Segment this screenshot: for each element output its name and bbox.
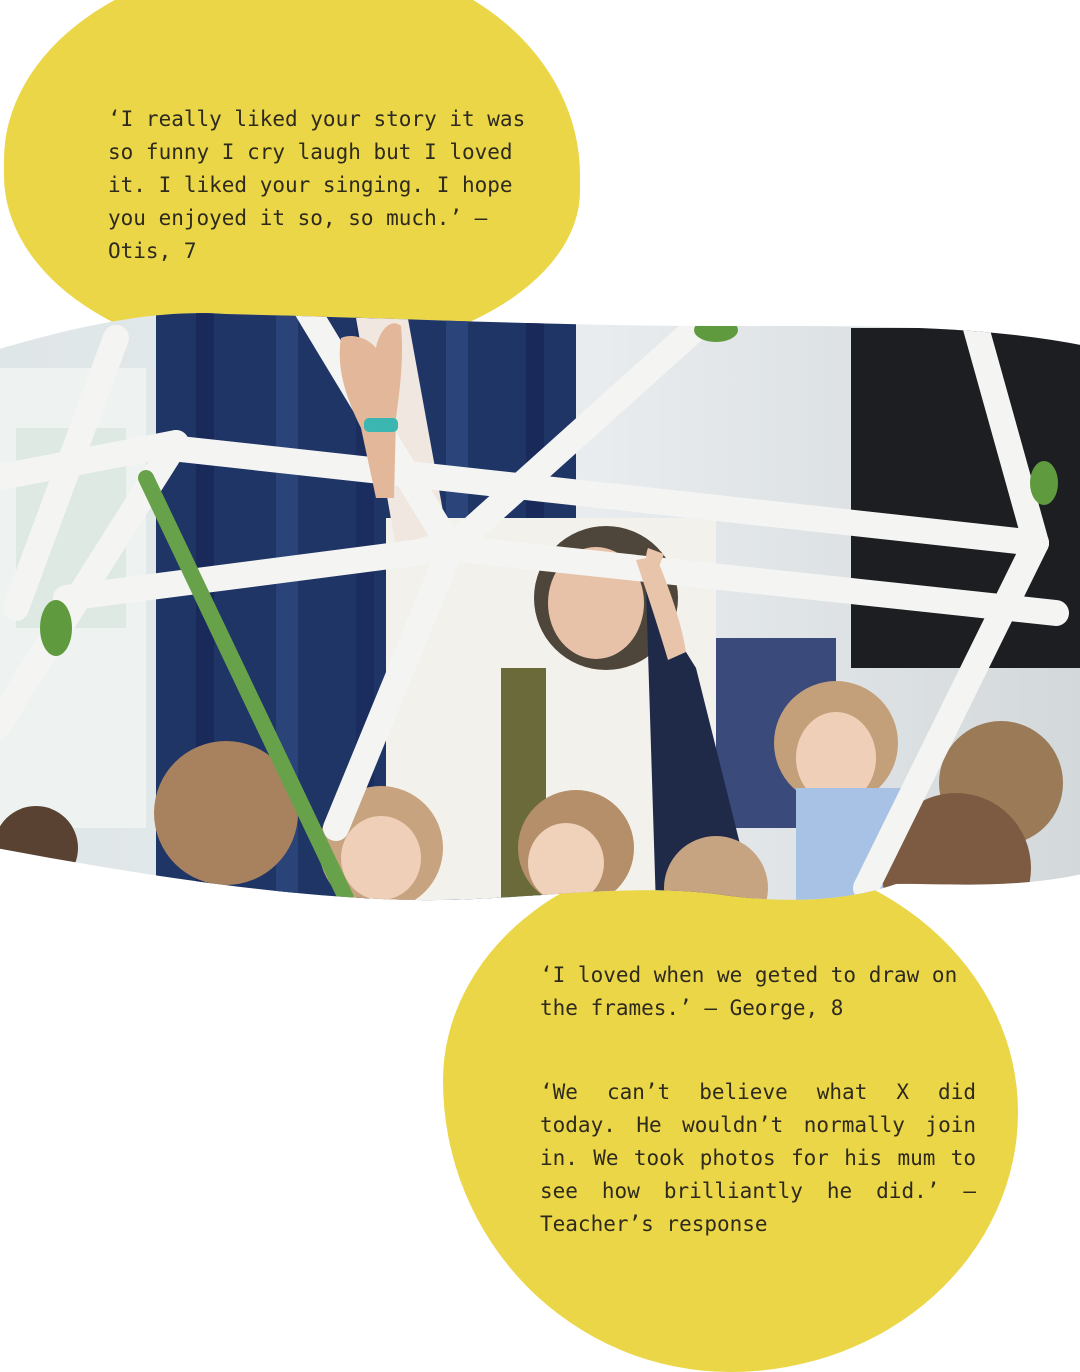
- workshop-photo: [0, 308, 1080, 908]
- quote-otis: ‘I really liked your story it was so funny I cry laugh but I loved it. I liked your singing. I hope you enjoyed it so, so much.’ – Otis, 7: [108, 107, 526, 263]
- quote-george: ‘I loved when we geted to draw on the frames.’ – George, 8: [540, 963, 958, 1020]
- quote-teacher: ‘We can’t believe what X did today. He wouldn’t normally join in. We took photos for his mum to see how brilliantly he did.’ – Teacher’s response: [540, 1080, 976, 1236]
